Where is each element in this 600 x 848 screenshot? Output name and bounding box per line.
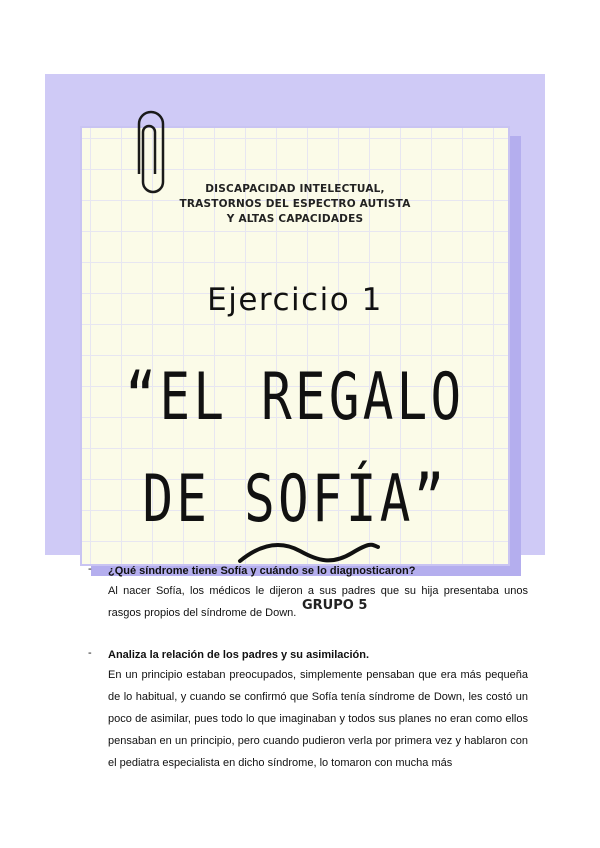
question-item [88, 562, 528, 624]
course-line: DISCAPACIDAD INTELECTUAL, [205, 183, 385, 195]
exercise-label: Ejercicio 1 [207, 282, 383, 318]
question-text: Analiza la relación de los padres y su asimilación. [108, 649, 370, 661]
questionnaire [88, 562, 528, 785]
bullet-dash: - [88, 647, 92, 659]
course-line: TRASTORNOS DEL ESPECTRO AUTISTA [179, 198, 411, 210]
question-item [88, 646, 528, 774]
group-label: GRUPO 5 [302, 598, 368, 613]
title-line-2: DE SOFÍA” [142, 460, 448, 537]
paperclip-icon [125, 104, 175, 204]
question-text: ¿Qué síndrome tiene Sofía y cuándo se lo diagnosticaron? [108, 565, 416, 577]
bullet-dash: - [88, 563, 92, 575]
course-line: Y ALTAS CAPACIDADES [226, 213, 364, 225]
answer-text: En un principio estaban preocupados, simplemente pensaban que era más pequeña de lo habitual, y cuando se confirmó que Sofía tenía síndrome de Down, les costó un poco de asimilar, pues todo lo que imaginaban y todos sus planes no eran como ellos pensaban en un principio, pero cuando pudieron verla por primera vez y hablaron con el pediatra especialista en dicho síndrome, lo tomaron con mucha más [108, 669, 528, 769]
answer-text: Al nacer Sofía, los médicos le dijeron a sus padres que su hija presentaba unos rasgos propios del síndrome de Down. [108, 585, 528, 619]
title-line-1: “EL REGALO [125, 358, 465, 435]
